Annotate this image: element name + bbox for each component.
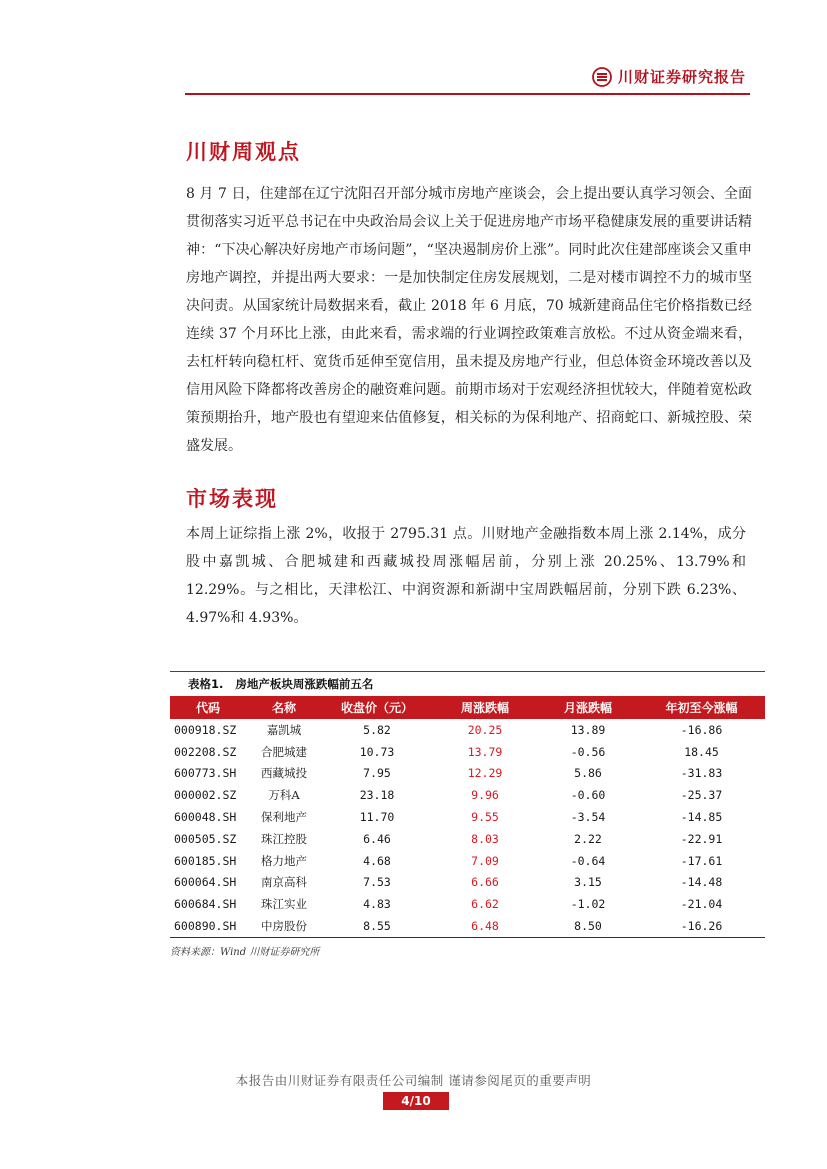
cell-name: 西藏城投 [261, 766, 307, 781]
cell-close: 4.68 [363, 853, 391, 868]
cell-ytd: -14.85 [680, 810, 723, 825]
cell-ytd: -16.26 [680, 919, 723, 934]
cell-ytd: -25.37 [680, 788, 723, 803]
cell-monthly: -0.56 [570, 744, 606, 759]
cell-code: 000505.SZ [174, 831, 237, 846]
cell-weekly: 7.09 [471, 853, 499, 868]
company-logo-icon [592, 67, 612, 87]
cell-monthly: -0.60 [570, 788, 606, 803]
table-row [170, 850, 765, 872]
col-header-ytd: 年初至今涨幅 [638, 696, 765, 719]
report-header [185, 62, 750, 95]
cell-ytd: -17.61 [680, 853, 723, 868]
section-title-market: 市场表现 [186, 487, 278, 511]
cell-name: 中房股份 [261, 919, 307, 934]
cell-close: 8.55 [363, 919, 391, 934]
market-paragraph: 本周上证综指上涨 2%，收报于 2795.31 点。川财地产金融指数本周上涨 2.14%，成分股中嘉凯城、合肥城建和西藏城投周涨幅居前，分别上涨 20.25%、13.79%和 12.29%。与之相比，天津松江、中润资源和新湖中宝周跌幅居前，分别下跌 6.23%、4.97%和 4.93%。 [186, 526, 746, 626]
cell-code: 600064.SH [174, 875, 237, 890]
cell-ytd: 18.45 [684, 744, 719, 759]
cell-close: 11.70 [359, 810, 395, 825]
cell-close: 7.95 [363, 766, 391, 781]
cell-code: 600773.SH [174, 766, 237, 781]
cell-monthly: 5.86 [574, 766, 602, 781]
col-header-weekly: 周涨跌幅 [432, 696, 538, 719]
brand-name: 川财证券研究报告 [617, 68, 746, 86]
cell-monthly: 13.89 [570, 722, 606, 737]
cell-close: 10.73 [359, 744, 395, 759]
table-row [170, 719, 765, 741]
cell-code: 000002.SZ [174, 788, 237, 803]
cell-code: 600048.SH [174, 810, 237, 825]
table-row [170, 915, 765, 937]
cell-close: 4.83 [363, 897, 391, 912]
table-caption-title: 房地产板块周涨跌幅前五名 [235, 677, 374, 691]
cell-close: 5.82 [363, 722, 391, 737]
cell-code: 600890.SH [174, 919, 237, 934]
table-caption-number: 表格1. [188, 677, 224, 691]
table-bottom-rule [170, 937, 765, 938]
cell-code: 002208.SZ [174, 744, 237, 759]
table-source-note: 资料来源：Wind 川财证券研究所 [170, 947, 320, 958]
table-row [170, 741, 765, 763]
cell-name: 格力地产 [261, 853, 307, 868]
cell-weekly: 20.25 [467, 722, 503, 737]
cell-ytd: -16.86 [680, 722, 723, 737]
cell-monthly: -1.02 [570, 897, 606, 912]
cell-weekly: 12.29 [467, 766, 503, 781]
cell-name: 嘉凯城 [266, 722, 302, 737]
cell-close: 7.53 [363, 875, 391, 890]
cell-name: 保利地产 [261, 810, 307, 825]
table-header-row [170, 696, 765, 719]
cell-code: 000918.SZ [174, 722, 237, 737]
cell-name: 合肥城建 [261, 744, 307, 759]
top-movers-table [170, 696, 765, 937]
cell-code: 600684.SH [174, 897, 237, 912]
table-row [170, 784, 765, 806]
col-header-code: 代码 [170, 696, 246, 719]
footer-disclaimer: 本报告由川财证券有限责任公司编制 谨请参阅尾页的重要声明 [235, 1073, 592, 1088]
cell-name: 万科A [268, 788, 300, 803]
table-caption [188, 676, 373, 692]
table-top-rule [170, 671, 765, 672]
table-row [170, 828, 765, 850]
col-header-close: 收盘价（元） [322, 696, 432, 719]
cell-ytd: -31.83 [680, 766, 723, 781]
cell-ytd: -22.91 [680, 831, 723, 846]
cell-weekly: 9.55 [471, 810, 499, 825]
col-header-name: 名称 [246, 696, 322, 719]
cell-name: 珠江实业 [261, 897, 307, 912]
brand [592, 66, 746, 87]
cell-close: 23.18 [359, 788, 395, 803]
table-row [170, 872, 765, 894]
cell-weekly: 6.66 [471, 875, 499, 890]
cell-monthly: 8.50 [574, 919, 602, 934]
weekly-view-paragraph: 8 月 7 日，住建部在辽宁沈阳召开部分城市房地产座谈会，会上提出要认真学习领会、全面贯彻落实习近平总书记在中央政治局会议上关于促进房地产市场平稳健康发展的重要讲话精神：“下决心解决好房地产市场问题”，“坚决遏制房价上涨”。同时此次住建部座谈会又重申房地产调控，并提出两大要求：一是加快制定住房发展规划，二是对楼市调控不力的城市坚决问责。从国家统计局数据来看，截止 2018 年 6 月底，70 城新建商品住宅价格指数已经连续 37 个月环比上涨，由此来看，需求端的行业调控政策难言放松。不过从资金端来看，去杠杆转向稳杠杆、宽货币延伸至宽信用，虽未提及房地产行业，但总体资金环境改善以及信用风险下降都将改善房企的融资难问题。前期市场对于宏观经济担忧较大，伴随着宽松政策预期抬升，地产股也有望迎来估值修复，相关标的为保利地产、招商蛇口、新城控股、荣盛发展。 [186, 186, 752, 454]
table-row [170, 763, 765, 785]
cell-monthly: -0.64 [570, 853, 606, 868]
cell-close: 6.46 [363, 831, 391, 846]
cell-code: 600185.SH [174, 853, 237, 868]
section-title-weekly-view: 川财周观点 [186, 140, 301, 164]
page-number: 4/10 [383, 1092, 449, 1110]
cell-monthly: 2.22 [574, 831, 602, 846]
cell-name: 南京高科 [261, 875, 307, 890]
cell-weekly: 6.62 [471, 897, 499, 912]
cell-name: 珠江控股 [261, 831, 307, 846]
cell-weekly: 13.79 [467, 744, 503, 759]
cell-monthly: 3.15 [574, 875, 602, 890]
table-row [170, 893, 765, 915]
cell-weekly: 6.48 [471, 919, 499, 934]
cell-weekly: 8.03 [471, 831, 499, 846]
col-header-monthly: 月涨跌幅 [538, 696, 638, 719]
table-row [170, 806, 765, 828]
cell-ytd: -14.48 [680, 875, 723, 890]
cell-monthly: -3.54 [570, 810, 606, 825]
cell-weekly: 9.96 [471, 788, 499, 803]
cell-ytd: -21.04 [680, 897, 723, 912]
